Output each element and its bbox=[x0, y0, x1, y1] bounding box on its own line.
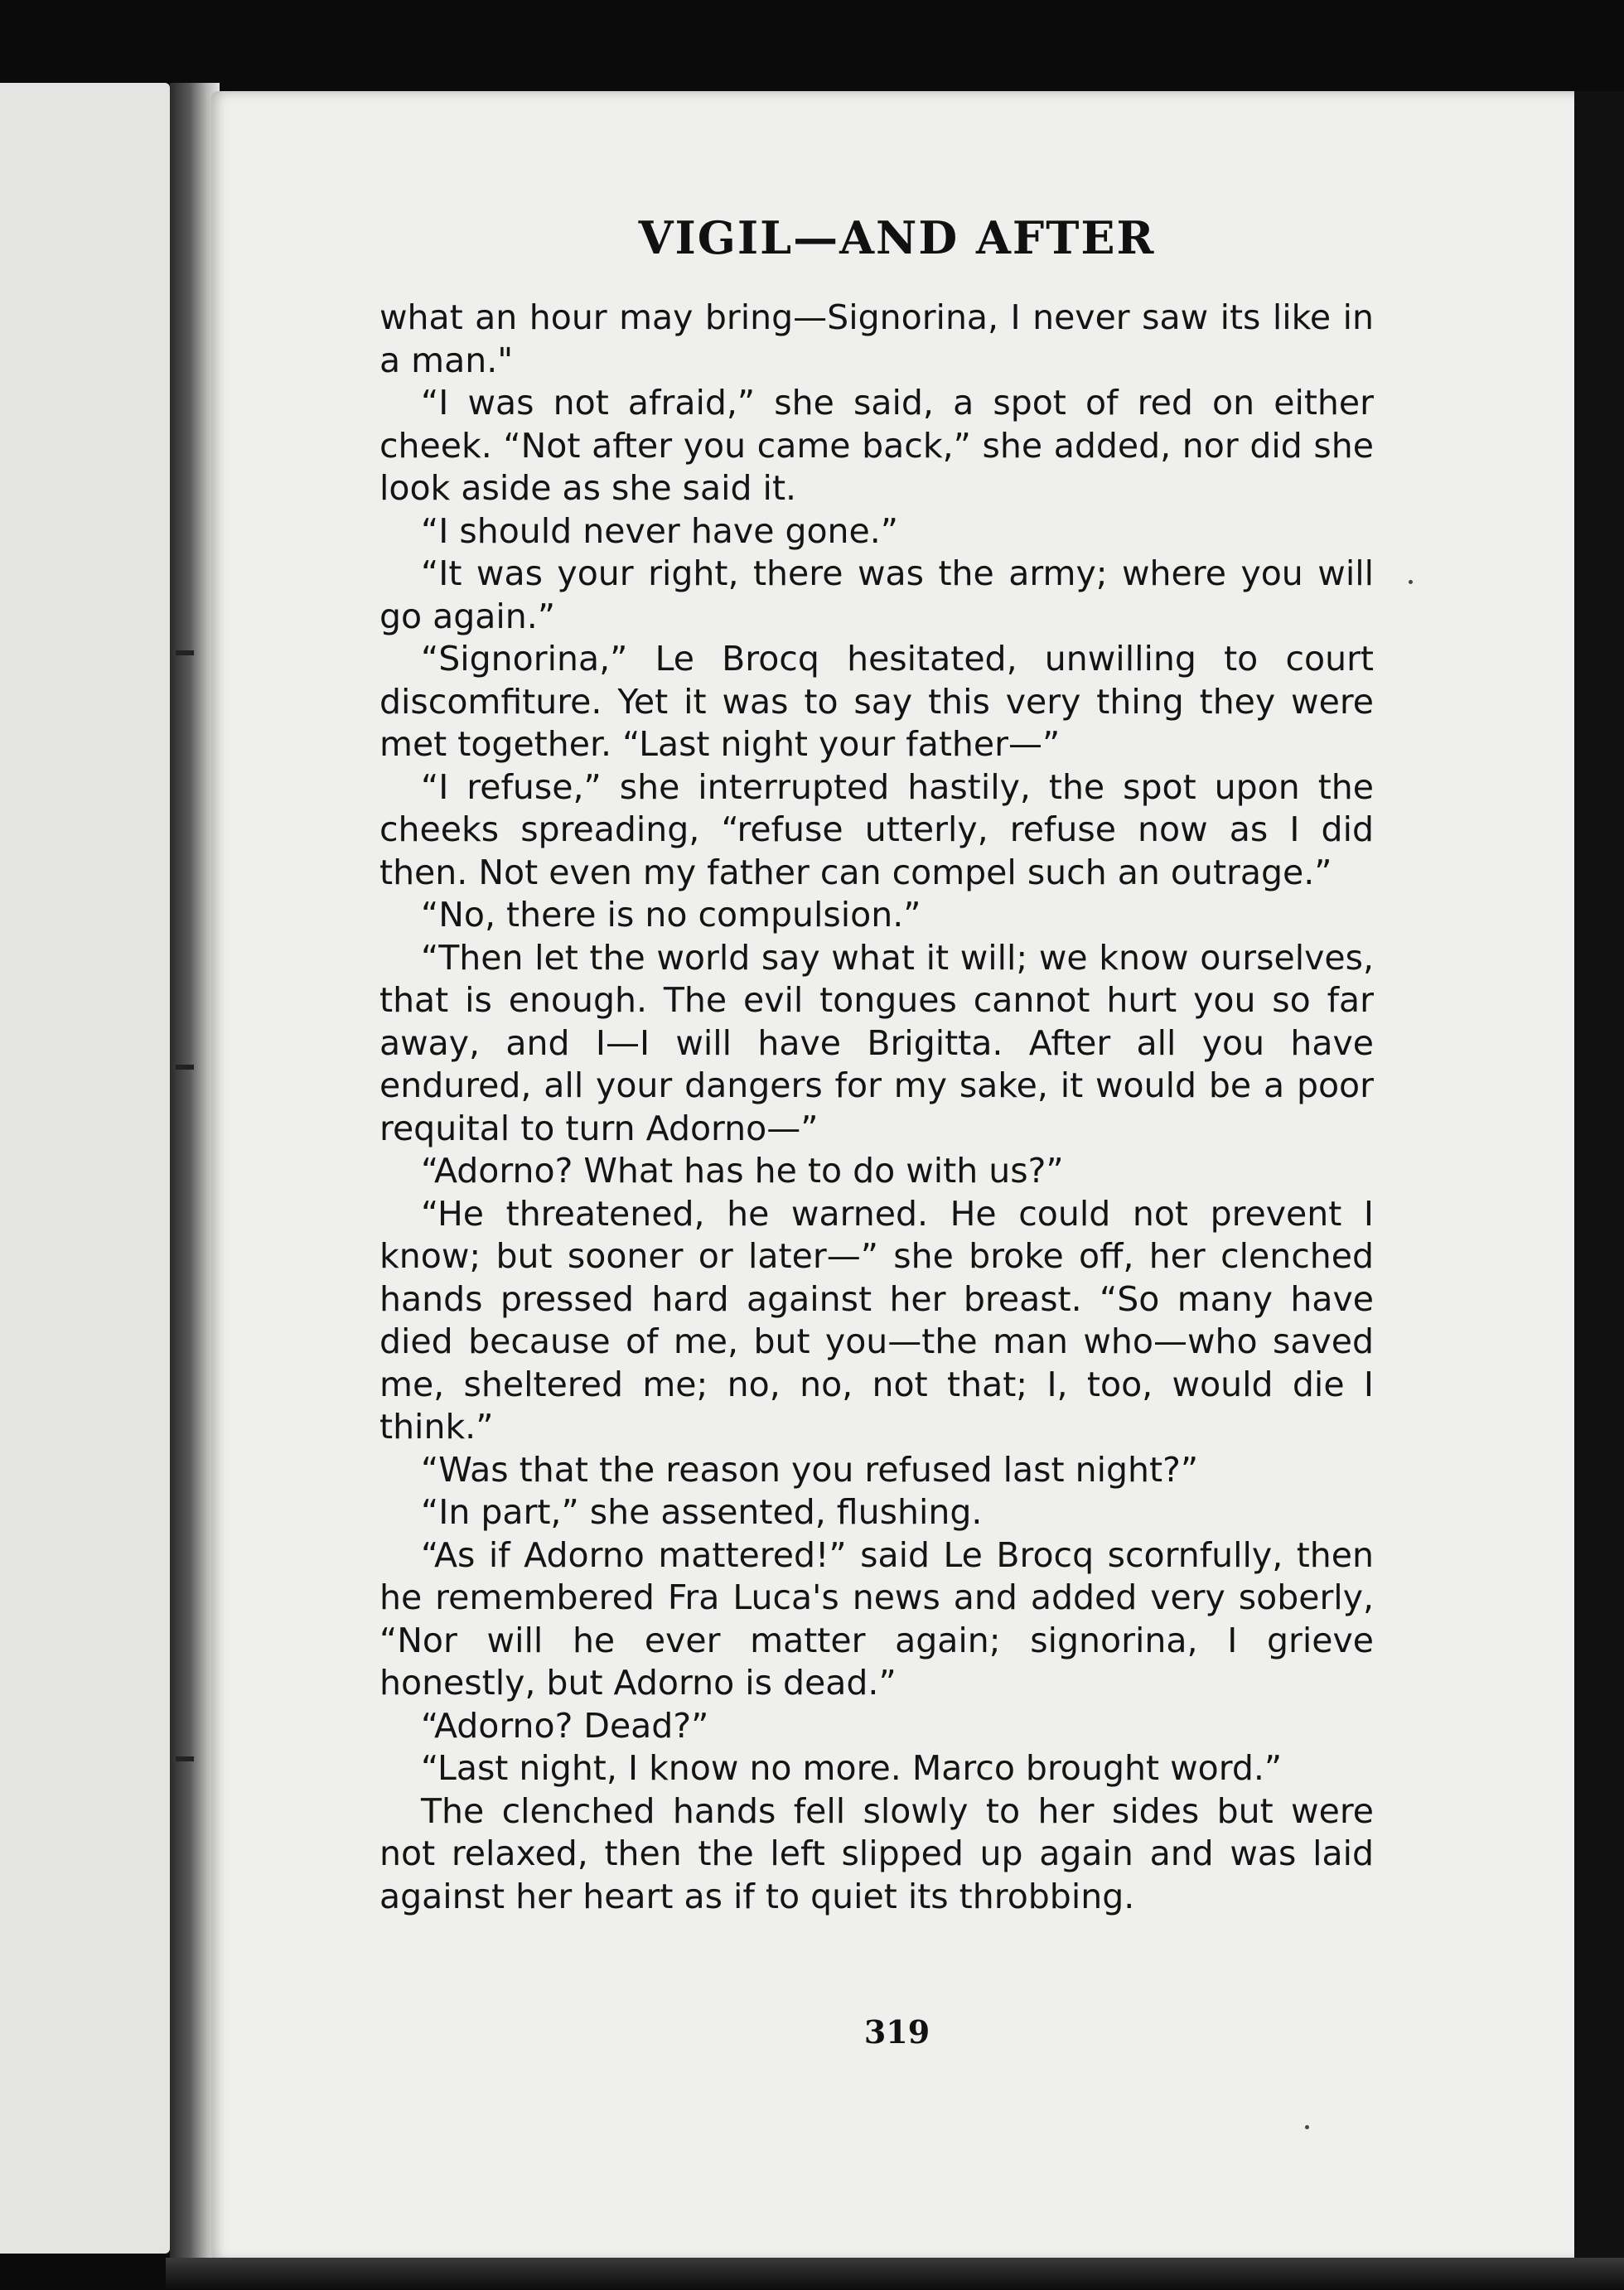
paragraph: “Adorno? What has he to do with us?” bbox=[421, 1151, 1064, 1191]
paragraph: “Then let the world say what it will; we know ourselves, that is enough. The evil tongues cannot hurt you so far away, and I—I will have Brigitta. After all you have endured, all your dangers for my sake, it would be a poor requital to turn Adorno—” bbox=[379, 937, 1374, 1148]
paragraph: what an hour may bring—Signorina, I never saw its like in a man." bbox=[379, 297, 1374, 380]
running-head: VIGIL—AND AFTER bbox=[638, 211, 1156, 264]
scan-border-bottom bbox=[166, 2258, 1624, 2290]
binding-mark bbox=[176, 1756, 194, 1761]
paragraph: “I refuse,” she interrupted hastily, the spot upon the cheeks spreading, “refuse utterly, refuse now as I did then. Not even my father can compel such an outrage.” bbox=[379, 766, 1374, 892]
paragraph: “I was not afraid,” she said, a spot of red on either cheek. “Not after you came back,” she added, nor did she look aside as she said it. bbox=[379, 383, 1374, 508]
paragraph: “Last night, I know no more. Marco brought word.” bbox=[421, 1748, 1283, 1788]
paragraph: “It was your right, there was the army; where you will go again.” bbox=[379, 553, 1374, 636]
paragraph: “Adorno? Dead?” bbox=[421, 1705, 709, 1746]
paragraph: “I should never have gone.” bbox=[421, 510, 899, 551]
paragraph: The clenched hands fell slowly to her sides but were not relaxed, then the left slipped up again and was laid against her heart as if to quiet its throbbing. bbox=[379, 1790, 1374, 1916]
paragraph: “Signorina,” Le Brocq hesitated, unwilling to court discomfiture. Yet it was to say this very thing they were met together. “Last night your father—” bbox=[379, 639, 1374, 764]
facing-page-edge bbox=[0, 83, 170, 2254]
paragraph: “No, there is no compulsion.” bbox=[421, 895, 921, 935]
body-text bbox=[379, 297, 1374, 1918]
paragraph: “Was that the reason you refused last night?” bbox=[421, 1449, 1199, 1490]
paragraph: “As if Adorno mattered!” said Le Brocq scornfully, then he remembered Fra Luca's news and added very soberly, “Nor will he ever matter again; signorina, I grieve honestly, but Adorno is dead.” bbox=[379, 1534, 1374, 1703]
scan-border bbox=[1574, 91, 1624, 2290]
scan-speck bbox=[1409, 580, 1413, 584]
scan-speck bbox=[1305, 2125, 1309, 2129]
paragraph: “He threatened, he warned. He could not prevent I know; but sooner or later—” she broke off, her clenched hands pressed hard against her breast. “So many have died because of me, but you—the man who—who saved me, sheltered me; no, no, not that; I, too, would die I think.” bbox=[379, 1193, 1374, 1447]
paragraph: “In part,” she assented, flushing. bbox=[421, 1492, 983, 1532]
binding-mark bbox=[176, 1065, 194, 1070]
binding-mark bbox=[176, 650, 194, 655]
page-number: 319 bbox=[863, 2013, 930, 2051]
